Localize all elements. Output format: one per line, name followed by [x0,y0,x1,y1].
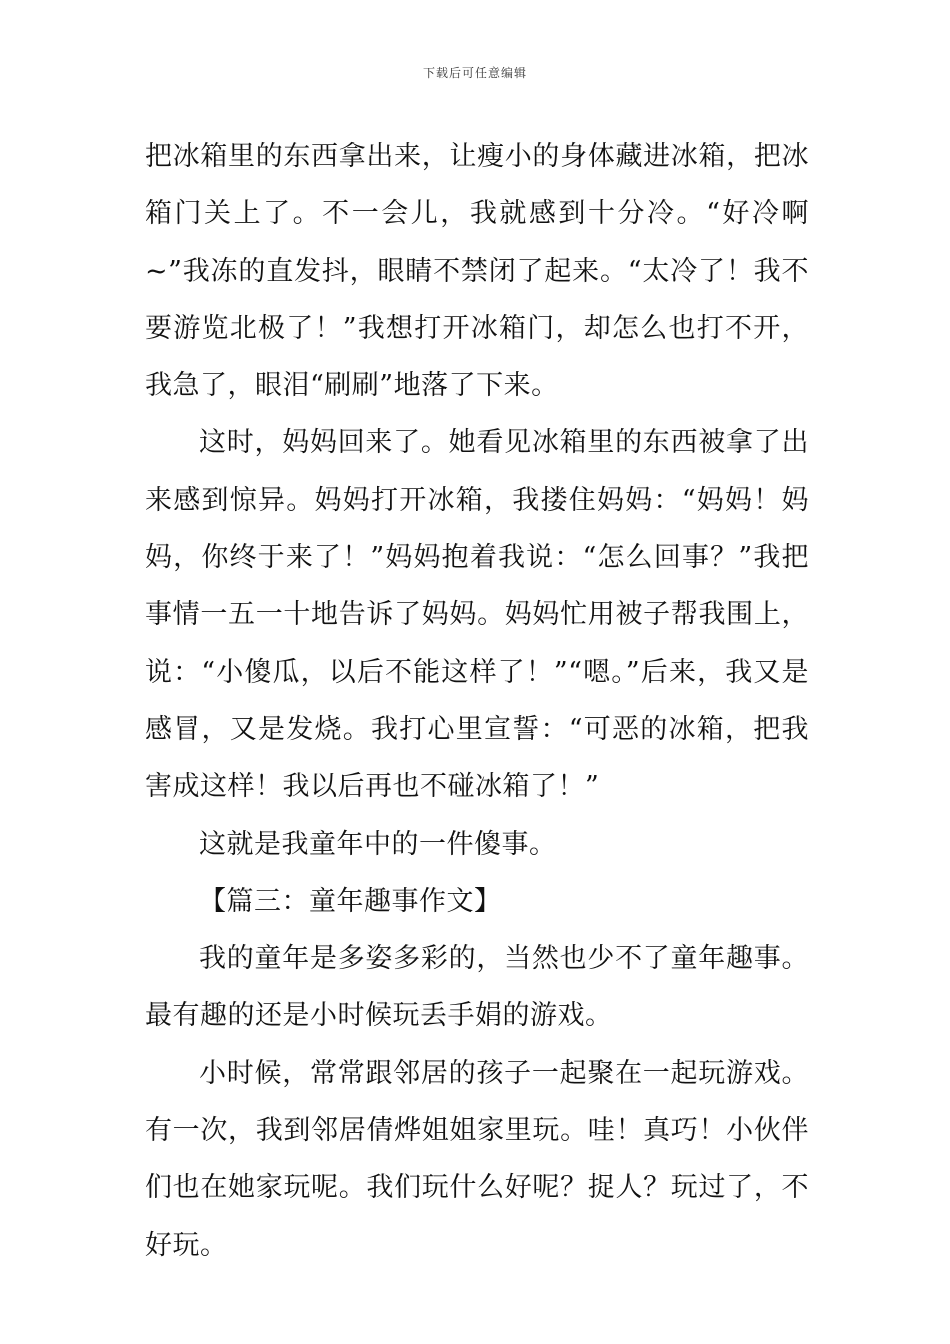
paragraph: 这时，妈妈回来了。她看见冰箱里的东西被拿了出来感到惊异。妈妈打开冰箱，我搂住妈妈：“妈妈！妈妈，你终于来了！”妈妈抱着我说：“怎么回事？”我把事情一五一十地告诉了妈妈。妈妈忙用被子帮我围上，说：“小傻瓜，以后不能这样了！”“嗯。”后来，我又是感冒，又是发烧。我打心里宣誓：“可恶的冰箱，把我害成这样！我以后再也不碰冰箱了！” [145,427,809,803]
page-header-note: 下载后可任意编辑 [422,66,527,80]
paragraph: 小时候，常常跟邻居的孩子一起聚在一起玩游戏。有一次，我到邻居倩烨姐姐家里玩。哇！真巧！小伙伴们也在她家玩呢。我们玩什么好呢？捉人？玩过了，不好玩。 [145,1057,809,1261]
paragraph: 这就是我童年中的一件傻事。 [199,828,557,860]
section-heading: 【篇三：童年趣事作文】 [199,885,502,917]
paragraph: 把冰箱里的东西拿出来，让瘦小的身体藏进冰箱，把冰箱门关上了。不一会儿，我就感到十分冷。“好冷啊~”我冻的直发抖，眼睛不禁闭了起来。“太冷了！我不要游览北极了！”我想打开冰箱门，却怎么也打不开，我急了，眼泪“刷刷”地落了下来。 [145,141,809,402]
document-body [145,128,809,1274]
paragraph: 我的童年是多姿多彩的，当然也少不了童年趣事。最有趣的还是小时候玩丢手娟的游戏。 [145,943,809,1032]
